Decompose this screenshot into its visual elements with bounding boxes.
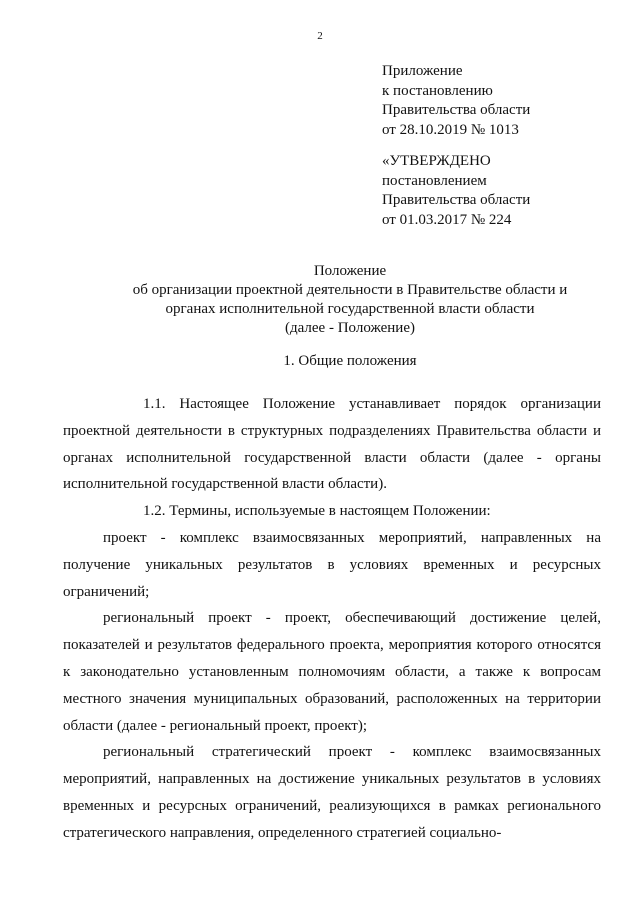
document-title: [100, 262, 600, 338]
approved-line: Правительства области: [382, 192, 531, 208]
paragraph-text: региональный проект - проект, обеспечивающий достижение целей, показателей и результатов федерального проекта, мероприятия которого относятся к законодательно установленным полномочиям области, а также к вопросам местного значения муниципальных образований, расположенных на территории области (далее - региональный проект, проект);: [63, 610, 601, 734]
paragraph-text: региональный стратегический проект - комплекс взаимосвязанных мероприятий, направленных на достижение уникальных результатов в условиях временных и ресурсных ограничений, реализующихся в рамках регионального стратегического направления, определенного стратегией социально-: [63, 744, 601, 841]
appendix-line: Приложение: [382, 63, 463, 79]
appendix-line: к постановлению: [382, 82, 493, 99]
appendix-line: Правительства области: [382, 102, 531, 118]
paragraph: [63, 605, 601, 739]
paragraph: [63, 498, 601, 525]
paragraph-number: 1.2.: [143, 503, 166, 520]
document-title-line: об организации проектной деятельности в Правительстве области и: [132, 282, 568, 298]
approved-block: [382, 152, 530, 230]
page-number: 2: [317, 30, 323, 42]
paragraph-text: проект - комплекс взаимосвязанных мероприятий, направленных на получение уникальных результатов в условиях временных и ресурсных ограничений;: [63, 529, 601, 600]
body-text: [63, 391, 601, 847]
approved-line: «УТВЕРЖДЕНО: [382, 153, 491, 169]
approved-line: постановлением: [382, 172, 487, 189]
section-heading: 1. Общие положения: [283, 353, 417, 369]
paragraph-number: 1.1.: [143, 396, 166, 412]
appendix-line: от 28.10.2019 № 1013: [382, 121, 519, 138]
appendix-block: [382, 62, 530, 140]
paragraph-text: Настоящее Положение устанавливает порядок организации проектной деятельности в структурных подразделениях Правительства области и органах исполнительной государственной власти области (далее - органы исполнительной государственной власти области).: [63, 396, 601, 493]
paragraph: [63, 739, 601, 846]
paragraph: [63, 391, 601, 498]
approved-line: от 01.03.2017 № 224: [382, 211, 512, 228]
paragraph: [63, 525, 601, 605]
paragraph-text: Термины, используемые в настоящем Положении:: [169, 503, 491, 520]
document-title-line: (далее - Положение): [285, 320, 415, 336]
document-title-line: органах исполнительной государственной власти области: [165, 301, 535, 317]
document-title-line: Положение: [313, 263, 387, 279]
